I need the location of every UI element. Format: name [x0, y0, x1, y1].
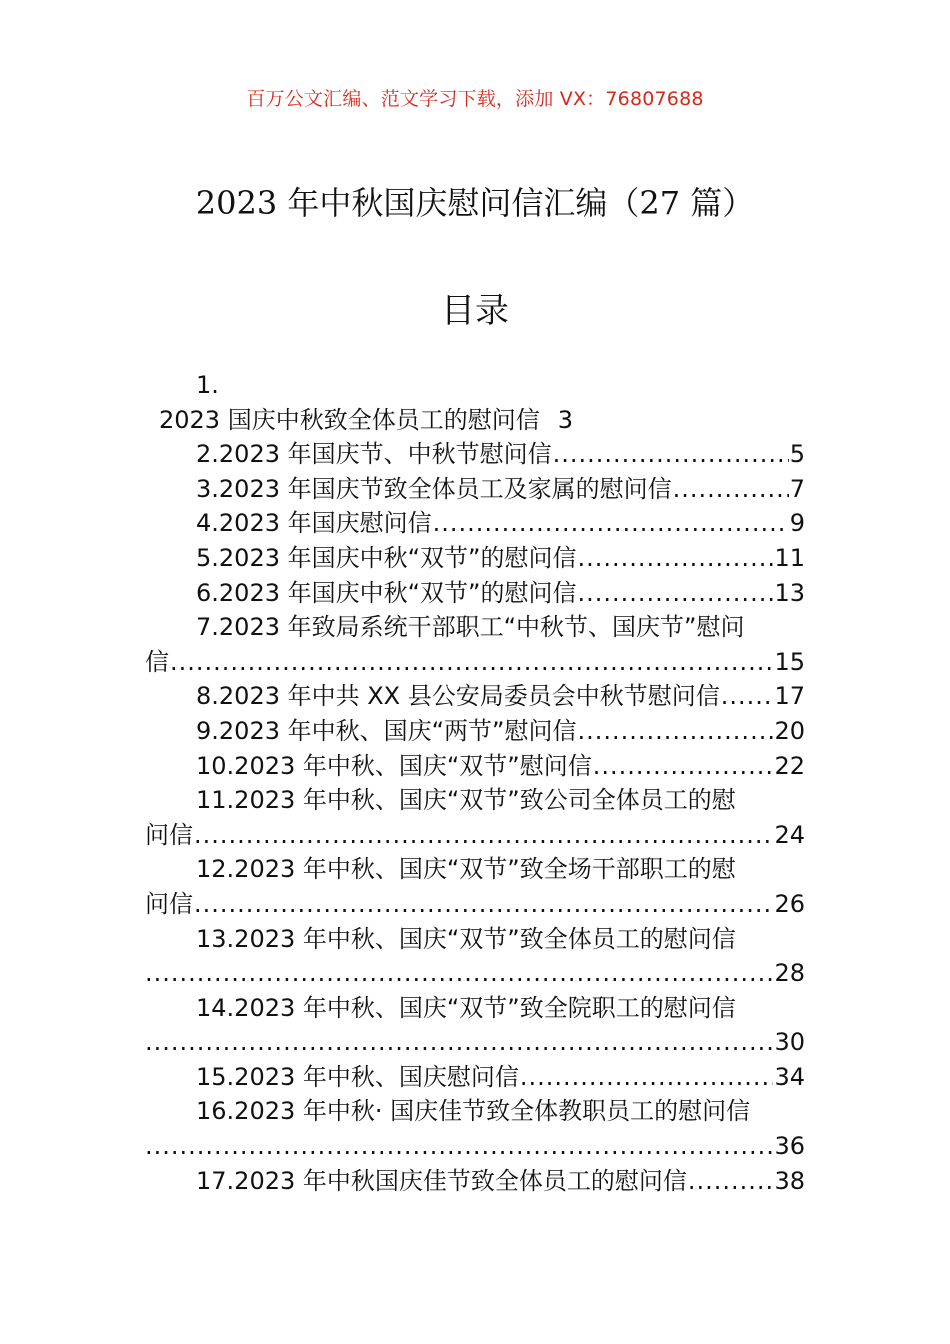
toc-entry-page: 30 — [774, 1028, 805, 1057]
toc-entry-title: 11.2023 年中秋、国庆“双节”致公司全体员工的慰 — [196, 786, 736, 815]
toc-entry-page: 11 — [774, 543, 805, 572]
toc-leader-dots — [520, 1060, 774, 1095]
toc-leader-dots — [194, 887, 773, 922]
toc-entry-5[interactable] — [145, 541, 805, 576]
toc-leader-dots — [721, 679, 774, 714]
toc-leader-dots — [170, 645, 773, 680]
toc-entry-page: 20 — [774, 716, 805, 745]
toc-entry-8[interactable] — [145, 679, 805, 714]
toc-entry-page: 26 — [774, 889, 805, 918]
toc-entry-12[interactable] — [145, 852, 805, 921]
toc-heading: 目录 — [441, 291, 509, 331]
toc-entry-title: 10.2023 年中秋、国庆“双节”慰问信 — [196, 751, 592, 780]
toc-entry-title: 15.2023 年中秋、国庆慰问信 — [196, 1062, 519, 1091]
toc-leader-dots — [688, 1164, 774, 1199]
toc-entry-page: 7 — [789, 474, 805, 503]
toc-leader-dots — [577, 576, 773, 611]
toc-entry-page: 22 — [774, 751, 805, 780]
toc-entry-title: 12.2023 年中秋、国庆“双节”致全场干部职工的慰 — [196, 855, 736, 884]
toc-leader-dots — [433, 506, 789, 541]
document-title: 2023 年中秋国庆慰问信汇编（27 篇） — [195, 184, 755, 222]
toc-entry-title: 17.2023 年中秋国庆佳节致全体员工的慰问信 — [196, 1166, 687, 1195]
header-note: 百万公文汇编、范文学习下载，添加 VX：76807688 — [246, 88, 704, 110]
toc-entry-title: 9.2023 年中秋、国庆“两节”慰问信 — [196, 716, 577, 745]
toc-entry-14[interactable] — [145, 991, 805, 1060]
toc-entry-6[interactable] — [145, 576, 805, 611]
toc-entry-page: 9 — [789, 509, 805, 538]
toc-entry-16[interactable] — [145, 1094, 805, 1163]
toc-entry-page: 28 — [774, 959, 805, 988]
toc-entry-title: 7.2023 年致局系统干部职工“中秋节、国庆节”慰问 — [196, 613, 745, 642]
toc-entry-title: 6.2023 年国庆中秋“双节”的慰问信 — [196, 578, 577, 607]
toc-entry-10[interactable] — [145, 749, 805, 784]
toc-entry-1[interactable] — [145, 368, 805, 437]
toc-leader-dots — [673, 472, 789, 507]
toc-entry-title: 2.2023 年国庆节、中秋节慰问信 — [196, 440, 552, 469]
toc-entry-3[interactable] — [145, 472, 805, 507]
toc-entry-title: 8.2023 年中共 XX 县公安局委员会中秋节慰问信 — [196, 682, 720, 711]
toc-entry-title: 3.2023 年国庆节致全体员工及家属的慰问信 — [196, 474, 672, 503]
toc-entry-page: 17 — [774, 682, 805, 711]
toc-leader-dots — [194, 818, 773, 853]
toc-entry-title: 2023 国庆中秋致全体员工的慰问信 — [159, 405, 540, 434]
toc-entry-page: 15 — [774, 647, 805, 676]
toc-entry-title-continued: 问信 — [145, 889, 193, 918]
toc-entry-title: 14.2023 年中秋、国庆“双节”致全院职工的慰问信 — [196, 993, 736, 1022]
toc-entry-11[interactable] — [145, 783, 805, 852]
toc-entry-page: 34 — [774, 1062, 805, 1091]
toc-entry-page: 38 — [774, 1166, 805, 1195]
toc-entry-title: 13.2023 年中秋、国庆“双节”致全体员工的慰问信 — [196, 924, 736, 953]
toc-entry-number: 1. — [196, 371, 219, 399]
toc-entry-title-continued: 信 — [145, 647, 169, 676]
toc-leader-dots — [145, 956, 773, 991]
toc-entry-page: 36 — [774, 1132, 805, 1161]
toc-leader-dots — [593, 749, 774, 784]
toc-leader-dots — [145, 1129, 773, 1164]
toc-leader-dots — [577, 714, 773, 749]
toc-entry-page: 24 — [774, 820, 805, 849]
toc-entry-page: 13 — [774, 578, 805, 607]
toc-entry-title: 16.2023 年中秋· 国庆佳节致全体教职员工的慰问信 — [196, 1097, 751, 1126]
toc-entry-13[interactable] — [145, 922, 805, 991]
toc-entry-title: 5.2023 年国庆中秋“双节”的慰问信 — [196, 543, 577, 572]
toc-entry-4[interactable] — [145, 506, 805, 541]
toc-entry-title-continued: 问信 — [145, 820, 193, 849]
toc-entry-7[interactable] — [145, 610, 805, 679]
toc-entry-2[interactable] — [145, 437, 805, 472]
toc-leader-dots — [553, 437, 789, 472]
toc-entry-17[interactable] — [145, 1164, 805, 1199]
toc-entry-page: 5 — [789, 440, 805, 469]
toc-leader-dots — [145, 1025, 773, 1060]
toc-entry-title: 4.2023 年国庆慰问信 — [196, 509, 432, 538]
toc-entry-page: 3 — [557, 405, 573, 434]
toc-entry-15[interactable] — [145, 1060, 805, 1095]
toc-leader-dots — [577, 541, 773, 576]
table-of-contents — [145, 368, 805, 1198]
toc-entry-9[interactable] — [145, 714, 805, 749]
